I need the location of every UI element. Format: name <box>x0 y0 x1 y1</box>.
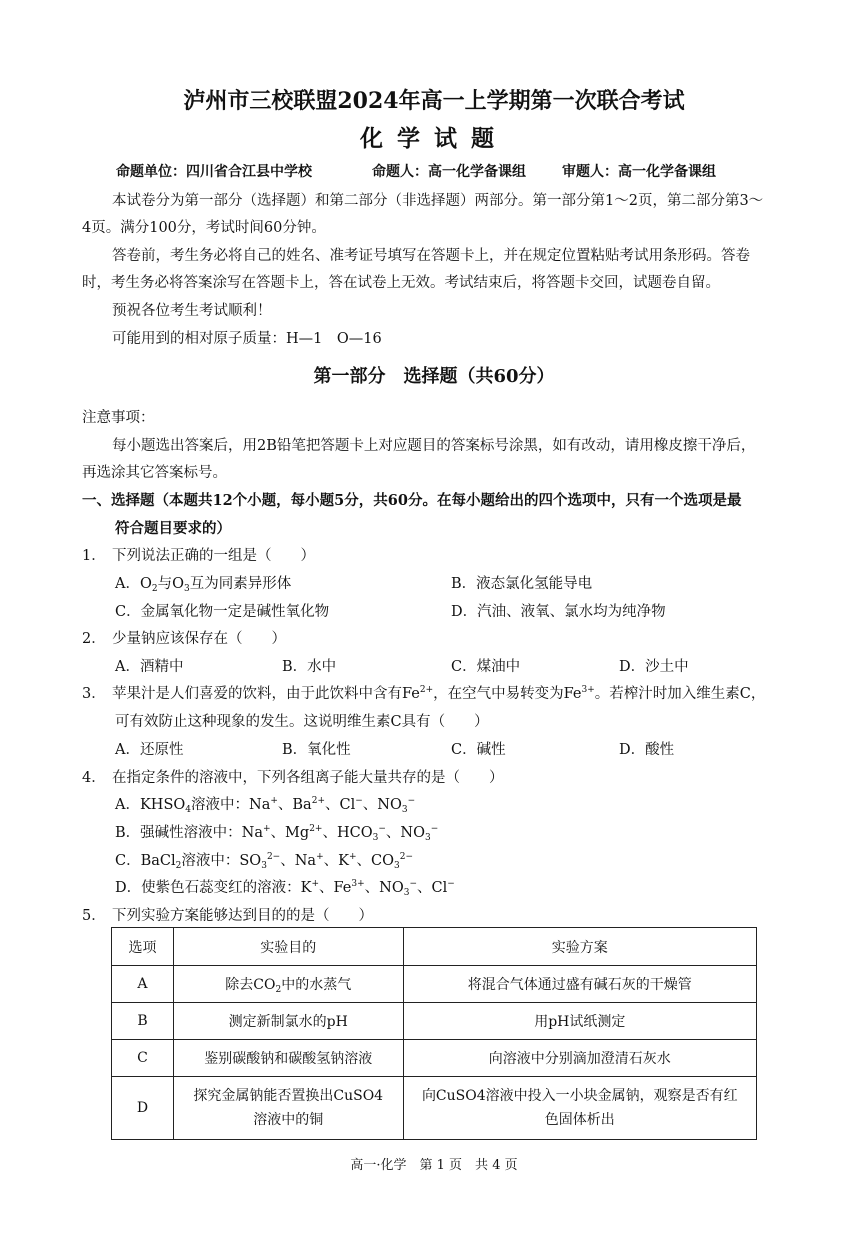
row-aim <box>173 1077 403 1140</box>
option-b: B．氧化性 <box>282 742 351 758</box>
option-a: A．$O_2$与$O_3$互为同素异形体 <box>115 576 292 594</box>
exam-subtitle: 化学试题 <box>360 125 508 152</box>
intro-line: 本试卷分为第一部分（选择题）和第二部分（非选择题）两部分。第一部分第1～2页，第二部分第3～ <box>112 193 764 209</box>
row-plan-line: 向CuSO4溶液中投入一小块金属钠，观察是否有红 <box>421 1088 738 1104</box>
notice-label: 注意事项： <box>82 410 155 426</box>
header-aim: 实验目的 <box>173 928 403 966</box>
section-title: 第一部分 选择题（共60分） <box>313 366 555 387</box>
row-aim: 鉴别碳酸钠和碳酸氢钠溶液 <box>173 1040 403 1077</box>
option-a: A．酒精中 <box>115 659 184 675</box>
question-stem: 下列说法正确的一组是（ ） <box>112 548 315 564</box>
intro-line: 时，考生务必将答案涂写在答题卡上，答在试卷上无效。考试结束后，将答题卡交回，试题卷自留。 <box>82 275 720 291</box>
row-plan: 向溶液中分别滴加澄清石灰水 <box>403 1040 756 1077</box>
question-number: 4． <box>82 770 106 786</box>
part-heading: 一、选择题（本题共12个小题，每小题5分，共60分。在每小题给出的四个选项中，只有一个选项是最 <box>82 492 742 509</box>
option-c: C．碱性 <box>451 742 506 758</box>
option-b: B．强碱性溶液中：Na+、$Mg^{2+}$、$HCO_3^-$、$NO_3^-$ <box>115 824 439 843</box>
option-a: A．$KHSO_4$溶液中：Na+、$Ba^{2+}$、Cl−、$NO_3^-$ <box>115 796 416 815</box>
option-c: C．金属氧化物一定是碱性氧化物 <box>115 604 330 620</box>
row-option: D <box>112 1077 174 1140</box>
page-footer: 高一·化学 第 1 页 共 4 页 <box>350 1158 518 1173</box>
table-row <box>112 1077 757 1140</box>
option-b: B．液态氯化氢能导电 <box>451 576 593 592</box>
row-plan: 将混合气体通过盛有碱石灰的干燥管 <box>403 966 756 1003</box>
part-heading: 符合题目要求的） <box>115 520 231 537</box>
question-stem: 苹果汁是人们喜爱的饮料，由于此饮料中含有$Fe^{2+}$，在空气中易转变为$Fe^{3+}$。若榨汁时加入维生素C， <box>112 685 766 702</box>
row-plan: 用pH试纸测定 <box>403 1003 756 1040</box>
question-stem: 在指定条件的溶液中，下列各组离子能大量共存的是（ ） <box>112 770 504 786</box>
option-d: D．汽油、液氧、氯水均为纯净物 <box>451 604 666 620</box>
question-number: 2． <box>82 631 106 647</box>
atomic-mass: 可能用到的相对原子质量：H—1 O—16 <box>112 331 382 347</box>
option-a: A．还原性 <box>115 742 184 758</box>
intro-line: 4页。满分100分，考试时间60分钟。 <box>82 220 326 236</box>
question-stem: 下列实验方案能够达到目的的是（ ） <box>112 908 373 924</box>
header-option: 选项 <box>112 928 174 966</box>
question-stem-line2: 可有效防止这种现象的发生。这说明维生素C具有（ ） <box>115 714 489 730</box>
intro-line: 答卷前，考生务必将自己的姓名、准考证号填写在答题卡上，并在规定位置粘贴考试用条形码。答卷 <box>112 248 750 264</box>
table-row <box>112 1040 757 1077</box>
question-number: 1． <box>82 548 106 564</box>
row-aim: 除去$CO_2$中的水蒸气 <box>173 966 403 1003</box>
question-number: 5． <box>82 908 106 924</box>
option-d: D．酸性 <box>619 742 675 758</box>
row-option: C <box>112 1040 174 1077</box>
exam-reviewer: 审题人：高一化学备课组 <box>562 164 716 180</box>
row-plan <box>403 1077 756 1140</box>
notice-line: 每小题选出答案后，用2B铅笔把答题卡上对应题目的答案标号涂黑，如有改动，请用橡皮擦干净后， <box>112 438 756 454</box>
option-b: B．水中 <box>282 659 337 675</box>
exam-author: 命题人：高一化学备课组 <box>372 164 526 180</box>
table-header-row <box>112 928 757 966</box>
question-number: 3． <box>82 686 106 702</box>
notice-line: 再选涂其它答案标号。 <box>82 465 227 481</box>
option-c: C．煤油中 <box>451 659 521 675</box>
option-c: C．BaCl$_2$溶液中：$SO_3^{2-}$、Na+、K+、$CO_3^{2-}$ <box>115 852 413 871</box>
option-d: D．沙土中 <box>619 659 689 675</box>
intro-wish: 预祝各位考生考试顺利！ <box>112 303 272 319</box>
row-option: B <box>112 1003 174 1040</box>
experiment-table <box>111 927 757 1140</box>
row-aim-line: 探究金属钠能否置换出CuSO4 <box>193 1088 384 1104</box>
question-stem: 少量钠应该保存在（ ） <box>112 631 286 647</box>
row-aim-line: 溶液中的铜 <box>253 1112 324 1128</box>
table-row <box>112 1003 757 1040</box>
option-d: D．使紫色石蕊变红的溶液：K+、$Fe^{3+}$、$NO_3^-$、Cl− <box>115 879 455 898</box>
header-plan: 实验方案 <box>403 928 756 966</box>
row-aim: 测定新制氯水的pH <box>173 1003 403 1040</box>
row-plan-line: 色固体析出 <box>544 1112 615 1128</box>
table-row <box>112 966 757 1003</box>
exam-unit: 命题单位：四川省合江县中学校 <box>116 164 312 180</box>
row-option: A <box>112 966 174 1003</box>
exam-title: 泸州市三校联盟2024年高一上学期第一次联合考试 <box>183 88 685 114</box>
